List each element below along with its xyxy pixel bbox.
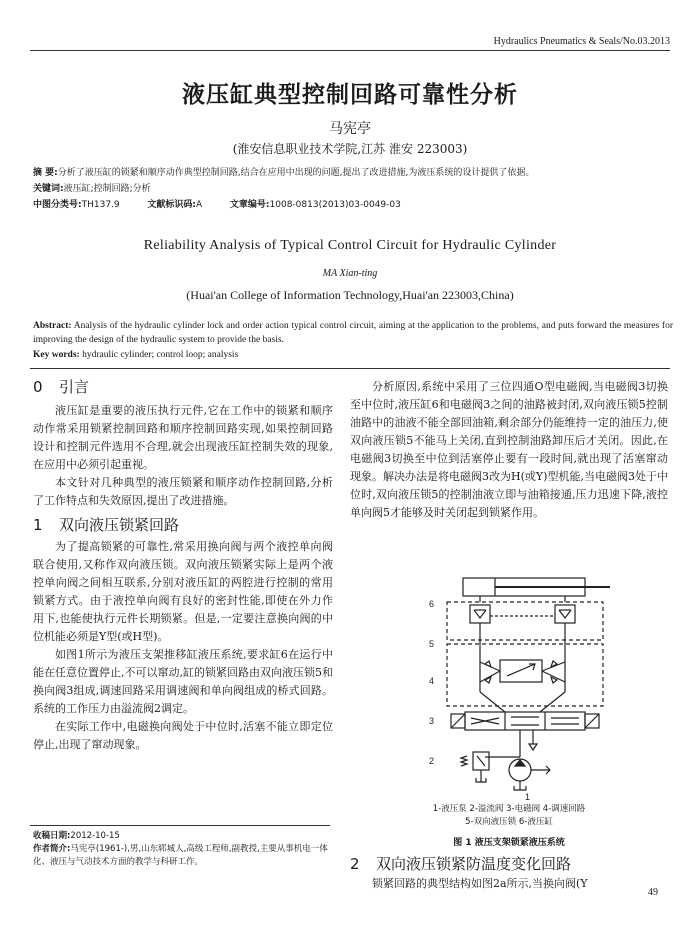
paragraph: 在实际工作中,电磁换向阀处于中位时,活塞不能立即定位停止,出现了窜动现象。 xyxy=(33,720,333,751)
fig-label-3: 3 xyxy=(429,716,435,726)
page-title: 液压缸典型控制回路可靠性分析 xyxy=(182,82,518,108)
section-heading-0 xyxy=(33,378,333,396)
keywords-cn-text: 液压缸;控制回路;分析 xyxy=(63,184,151,194)
check-valve-right xyxy=(555,605,575,623)
bio-label: 作者简介: xyxy=(33,844,71,854)
author-bio xyxy=(33,843,333,869)
abstract-en xyxy=(33,319,673,347)
footnote-rule xyxy=(30,825,330,826)
classification xyxy=(33,199,673,212)
affiliation-cn: (淮安信息职业技术学院,江苏 淮安 223003) xyxy=(232,142,468,156)
keywords-en-label: Key words: xyxy=(33,350,80,360)
abstract-rule xyxy=(30,368,670,369)
section-title: 双向液压锁紧防温度变化回路 xyxy=(376,855,572,873)
fig-label-2: 2 xyxy=(429,756,435,766)
journal-header: Hydraulics Pneumatics & Seals/No.03.2013 xyxy=(493,36,670,47)
paragraph: 液压缸是重要的液压执行元件,它在工作中的锁紧和顺序动作常采用锁紧控制回路和顺序控制回路实现,如果控制回路设计和控制元件选用不合理,就会出现液压缸控制失效的现象,在应用中必须引起重视。 xyxy=(33,404,333,471)
title-en: Reliability Analysis of Typical Control Circuit for Hydraulic Cylinder xyxy=(143,238,557,253)
doc-label: 文献标识码: xyxy=(147,200,196,210)
section-number: 1 xyxy=(33,516,43,534)
section-title: 双向液压锁紧回路 xyxy=(59,516,180,534)
keywords-en-text: hydraulic cylinder; control loop; analysis xyxy=(82,350,239,360)
figure-1-legend xyxy=(350,803,668,829)
footnotes xyxy=(33,830,333,869)
figure-1-caption: 图 1 液压支架锁紧液压系统 xyxy=(453,838,565,848)
check-valve-left xyxy=(470,605,490,623)
paragraph: 锁紧回路的典型结构如图2a所示,当换向阀(Y xyxy=(372,877,588,890)
legend-line-1: 1-液压泵 2-溢流阀 3-电磁阀 4-调速回路 xyxy=(432,804,586,814)
section-heading-2 xyxy=(350,855,668,873)
abstract-cn-text: 分析了液压缸的锁紧和顺序动作典型控制回路,结合在应用中出现的问题,提出了改进措施,为液压系统的设计提供了依据。 xyxy=(57,168,535,178)
fig-label-4: 4 xyxy=(429,676,435,686)
section-number: 2 xyxy=(350,855,360,873)
abstract-en-text: Analysis of the hydraulic cylinder lock and order action typical control circuit, aiming at the application to the problems, and puts forward the measures for improving the design of the hydraulic system to provide the basis. xyxy=(33,321,673,345)
clc-value: TH137.9 xyxy=(81,200,120,210)
keywords-cn xyxy=(33,183,673,196)
received-date xyxy=(33,830,333,843)
left-column xyxy=(33,378,333,754)
clc-label: 中图分类号: xyxy=(33,200,82,210)
figure-1-schematic xyxy=(425,572,625,802)
section-title: 引言 xyxy=(59,378,90,396)
article-label: 文章编号: xyxy=(229,200,270,210)
received-value: 2012-10-15 xyxy=(70,831,120,841)
header-rule xyxy=(30,50,670,51)
fig-label-1: 1 xyxy=(525,792,531,802)
paragraph: 如图1所示为液压支架推移缸液压系统,要求缸6在运行中能在任意位置停止,不可以窜动,缸的锁紧回路由双向液压锁5和换向阀3组成,调速回路采用调速阀和单向阀组成的桥式回路。系统的工作压力由溢流阀2调定。 xyxy=(33,648,333,715)
right-column-lower xyxy=(350,855,668,893)
throttle-valve xyxy=(500,660,542,682)
keywords-cn-label: 关键词: xyxy=(33,184,64,194)
abstract-cn xyxy=(33,167,673,180)
keywords-en xyxy=(33,348,673,362)
section-number: 0 xyxy=(33,378,43,396)
author-en: MA Xian-ting xyxy=(322,268,378,279)
fig-label-6: 6 xyxy=(429,599,435,609)
abstract-en-label: Abstract: xyxy=(33,321,72,331)
paragraph: 分析原因,系统中采用了三位四通O型电磁阀,当电磁阀3切换至中位时,液压缸6和电磁阀3之间的油路被封闭,双向液压锁5控制油路中的油液不能全部回油箱,剩余部分仍能维持一定的油压力,使双向液压锁5不能马上关闭,直到控制油路卸压后才关闭。因此,在电磁阀3切换至中位到活塞停止要有一段时间,就出现了活塞窜动现象。解决办法是将电磁阀3改为H(或Y)型机能,当电磁阀3处于中位时,双向液压锁5的控制油液立即与油箱接通,压力迅速下降,液控单向阀5才能够及时关闭起到锁紧作用。 xyxy=(350,380,668,519)
article-value: 1008-0813(2013)03-0049-03 xyxy=(269,200,401,210)
section-heading-1 xyxy=(33,516,333,534)
right-column xyxy=(350,378,668,522)
bio-text: 马宪亭(1961-),男,山东郓城人,高级工程师,副教授,主要从事机电一体化、液压与气动技术方面的教学与科研工作。 xyxy=(33,844,328,867)
legend-line-2: 5-双向液压锁 6-液压缸 xyxy=(465,817,553,827)
author-cn: 马宪亭 xyxy=(329,121,371,137)
paragraph: 本文针对几种典型的液压锁紧和顺序动作控制回路,分析了工作特点和失效原因,提出了改进措施。 xyxy=(33,476,333,507)
page-number: 49 xyxy=(648,887,658,898)
paragraph: 为了提高锁紧的可靠性,常采用换向阀与两个液控单向阀联合使用,又称作双向液压锁。双向液压锁紧实际上是两个液控单向阀之间相互联系,分别对液压缸的两腔进行控制的常用锁紧方式。由于液控单向阀有良好的密封性能,即使在外力作用下,也能使执行元件长期锁紧。但是,一定要注意换向阀的中位机能必须是Y型(或H型)。 xyxy=(33,540,333,643)
speed-circuit-frame xyxy=(447,644,603,706)
doc-value: A xyxy=(196,200,203,210)
received-label: 收稿日期: xyxy=(33,831,71,841)
affiliation-en: (Huai'an College of Information Technology,Huai'an 223003,China) xyxy=(186,288,514,302)
fig-label-5: 5 xyxy=(429,639,435,649)
abstract-cn-label: 摘 要: xyxy=(33,168,58,178)
